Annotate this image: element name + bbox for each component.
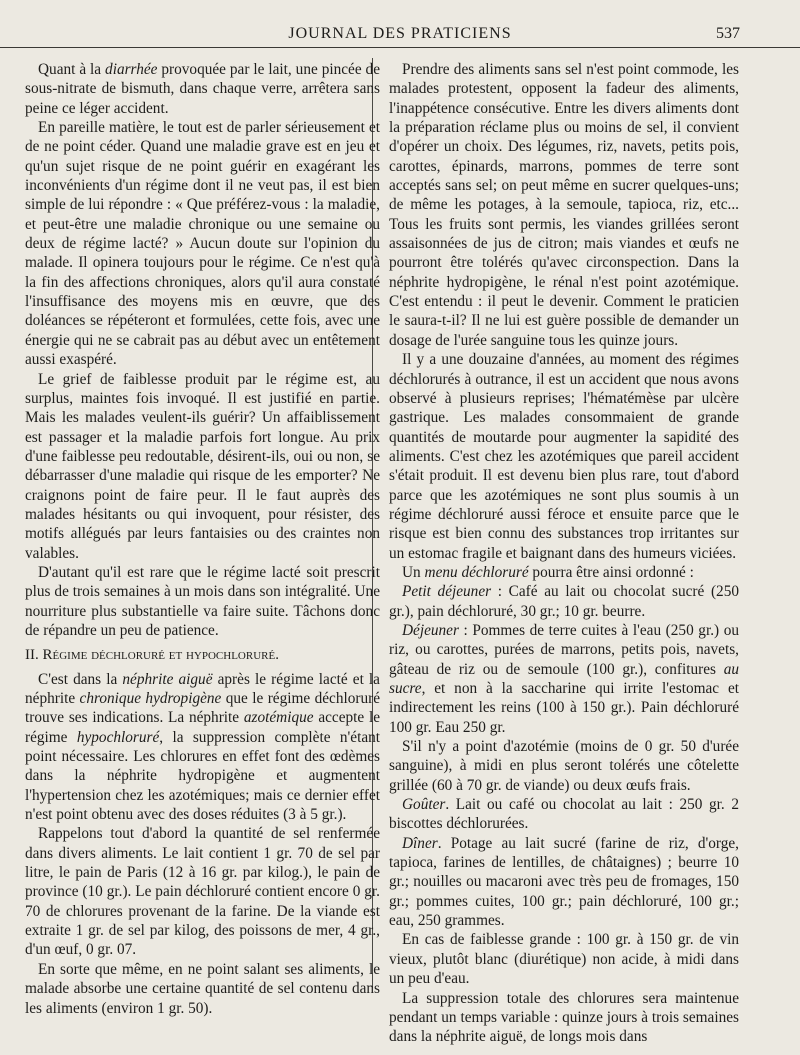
journal-title: JOURNAL DES PRATICIENS: [288, 25, 512, 42]
paragraph: En pareille matière, le tout est de parler sérieusement et de ne point céder. Quand une maladie grave est en jeu et qu'un sujet risque de ne point guérir en exagérant les inconvénients d'un régime dont il ne veut pas, il est bien simple de lui répondre : « Que préférez-vous : la maladie, et peut-être une maladie chronique ou une semaine ou deux de régime lacté? » Aucun doute sur l'opinion du malade. Il opinera toujours pour le régime. Ce n'est qu'à la fin des affections chroniques, alors qu'il aura constaté l'insuffisance des moyens mis en œuvre, que des doléances se répéteront et formulées, cette fois, avec une énergie qui ne se cabrait pas au début avec un entêtement aussi exaspéré.: [25, 119, 380, 369]
paragraph: C'est dans la néphrite aiguë après le régime lacté et la néphrite chronique hydropigène que le régime déchloruré trouve ses indications. La néphrite azotémique accepte le régime hypochloruré, la suppression complète n'étant point nécessaire. Les chlorures en effet font des œdèmes dans la néphrite hydropigène et augmentent l'hypertension chez les azotémiques; mais ce dernier effet n'est point obtenu avec des doses réduites (3 à 5 gr.).: [25, 670, 381, 824]
paragraph: En sorte que même, en ne point salant ses aliments, le malade absorbe une certaine quantité de sel contenu dans les aliments (environ 1 gr. 50).: [25, 960, 380, 1017]
paragraph: Quant à la diarrhée provoquée par le lait, une pincée de sous-nitrate de bismuth, dans chaque verre, arrêtera sans peine ce léger accident.: [25, 61, 380, 117]
paragraph: Un menu déchloruré pourra être ainsi ordonné :: [402, 563, 694, 581]
left-column: [25, 60, 380, 1018]
menu-item-dinner: Dîner. Potage au lait sucré (farine de riz, d'orge, tapioca, farines de lentilles, de châtaignes) ; beurre 10 gr.; nouilles ou macaroni avec très peu de fromages, 150 gr.; pommes cuites, 100 gr.; pain déchloruré, 100 gr.; eau, 250 grammes.: [389, 834, 739, 930]
paragraph: Rappelons tout d'abord la quantité de sel renfermée dans divers aliments. Le lait contient 1 gr. 70 de sel par litre, le pain de Paris (12 à 16 gr. par kilog.), le pain de province (10 gr.). Le pain déchloruré contient encore 0 gr. 70 de chlorures provenant de la farine. De la viande est extraite 1 gr. de sel par kilog, des poissons de mer, 4 gr., d'un œuf, 0 gr. 07.: [25, 825, 380, 959]
paragraph: Le grief de faiblesse produit par le régime est, au surplus, maintes fois invoqué. Il est justifié en partie. Mais les malades veulent-ils guérir? Un affaiblissement est passager et la maladie parfois fort longue. Au prix d'une faiblesse peu redoutable, désirent-ils, oui ou non, se débarrasser d'une maladie qui risque de les emporter? Ne craignons point de faire peur. Il le faut auprès des malades hésitants ou qui invoquent, pour résister, des motifs allégués par leurs fantaisies ou des craintes non valables.: [25, 370, 380, 562]
section-heading: II. Régime déchloruré et hypochloruré.: [25, 647, 279, 664]
page-number: 537: [716, 25, 740, 42]
paragraph: La suppression totale des chlorures sera maintenue pendant un temps variable : quinze jours à trois semaines dans la néphrite aiguë, de longs mois dans: [389, 989, 739, 1046]
menu-item-breakfast: Petit déjeuner : Café au lait ou chocolat sucré (250 gr.), pain déchloruré, 30 gr.; 10 gr. beurre.: [389, 583, 739, 620]
paragraph: En cas de faiblesse grande : 100 gr. à 150 gr. de vin vieux, plutôt blanc (diurétique) non acide, à midi dans un peu d'eau.: [389, 931, 739, 988]
paragraph: Il y a une douzaine d'années, au moment des régimes déchlorurés à outrance, il est un accident que nous avons observé à plusieurs reprises; l'hématémèse par ulcère gastrique. Les malades consommaient de grande quantités de moutarde pour augmenter la sapidité des aliments. C'est chez les azotémiques que pareil accident s'était produit. Il est devenu bien plus rare, tout d'abord parce que les azotémiques ne sont plus soumis à un régime déchloruré aussi féroce et ensuite parce que le risque est bien connu des substances trop irritantes sur un estomac fragile et baignant dans des humeurs viciées.: [389, 351, 739, 562]
paragraph: D'autant qu'il est rare que le régime lacté soit prescrit plus de trois semaines à un mois dans son intégralité. Une nourriture plus substantielle va faire suite. Tâchons donc de répandre un peu de patience.: [25, 563, 380, 639]
paragraph: Prendre des aliments sans sel n'est point commode, les malades protestent, opposent la fadeur des aliments, l'inappétence consécutive. Entre les divers aliments dont la préparation réclame plus ou moins de sel, il convient d'opérer un choix. Des légumes, riz, navets, petits pois, carottes, épinards, marrons, pommes de terre sont acceptés sans sel; on peut même en sucrer quelques-uns; de même les potages, à la semoule, tapioca, riz, etc... Tous les fruits sont permis, les viandes grillées seront assaisonnées de jus de citron; mais viandes et œufs ne pourront être tolérés qu'avec circonspection. Dans la néphrite hydropigène, le rénal n'est point azotémique. C'est entendu : il peut le devenir. Comment le praticien le saura-t-il? Il ne lui est guère possible de demander un dosage de l'urée sanguine tous les quinze jours.: [389, 61, 739, 349]
right-column: [389, 60, 739, 1047]
paragraph: S'il n'y a point d'azotémie (moins de 0 gr. 50 d'urée sanguine), à midi en plus seront tolérés une côtelette grillée (60 à 70 gr. de viande) ou deux œufs frais.: [389, 738, 739, 794]
running-header: [0, 23, 800, 48]
menu-item-lunch: Déjeuner : Pommes de terre cuites à l'eau (250 gr.) ou riz, ou carottes, purées de marrons, petits pois, navets, gâteau de riz ou de semoule (100 gr.), confitures au sucre, et non à la saccharine qui irrite l'estomac et indirectement les reins (100 à 150 gr.). Pain déchloruré 100 gr. Eau 250 gr.: [389, 621, 739, 736]
menu-item-snack: Goûter. Lait ou café ou chocolat au lait : 250 gr. 2 biscottes déchlorurées.: [389, 796, 739, 833]
